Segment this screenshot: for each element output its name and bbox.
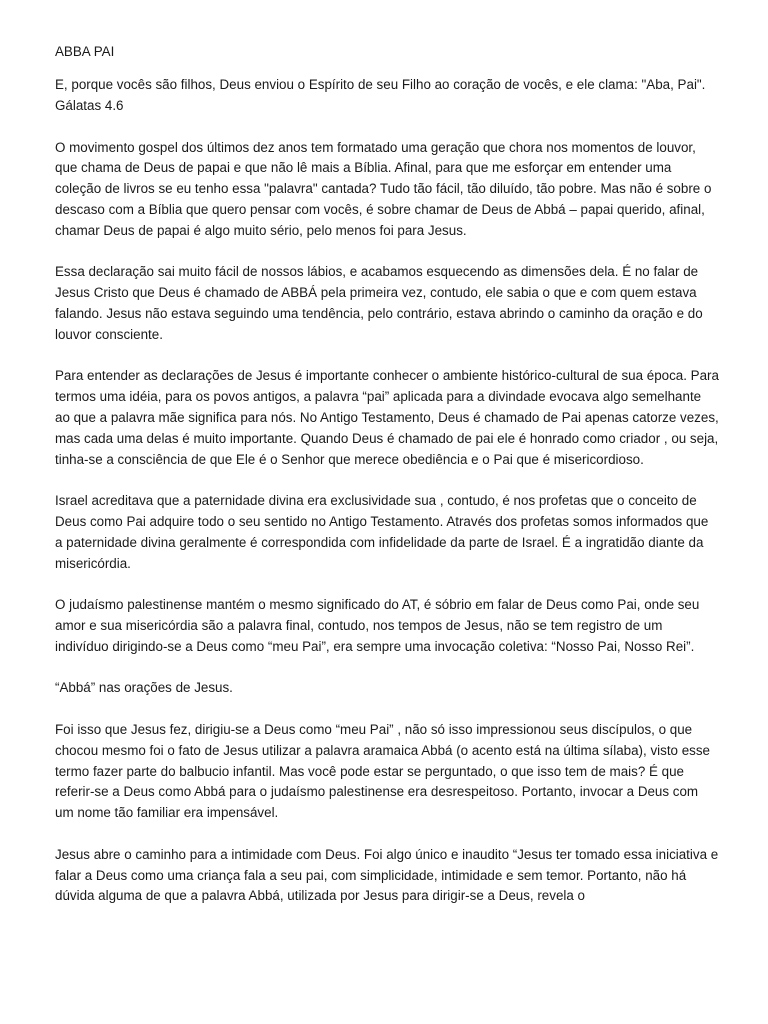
epigraph-quote: E, porque vocês são filhos, Deus enviou o Espírito de seu Filho ao coração de vocês, e ele clama: "Aba, Pai". xyxy=(55,77,706,93)
paragraph: O movimento gospel dos últimos dez anos tem formatado uma geração que chora nos momentos de louvor, que chama de Deus de papai e que não lê mais a Bíblia. Afinal, para que me esforçar em entender uma coleção de livros se eu tenho essa "palavra" cantada? Tudo tão fácil, tão diluído, tão pobre. Mas não é sobre o descaso com a Bíblia que quero pensar com vocês, é sobre chamar de Deus de Abbá – papai querido, afinal, chamar Deus de papai é algo muito sério, pelo menos foi para Jesus. xyxy=(55,139,712,238)
epigraph-reference: Gálatas 4.6 xyxy=(55,98,124,114)
document-title: ABBA PAI xyxy=(55,44,115,59)
paragraph: Foi isso que Jesus fez, dirigiu-se a Deus como “meu Pai” , não só isso impressionou seus discípulos, o que chocou mesmo foi o fato de Jesus utilizar a palavra aramaica Abbá (o acento está na última sílaba), visto esse termo fazer parte do balbucio infantil. Mas você pode estar se perguntado, o que isso tem de mais? É que referir-se a Deus como Abbá para o judaísmo palestinense era desrespeitoso. Portanto, invocar a Deus com um nome tão familiar era impensável. xyxy=(55,722,710,821)
paragraph: O judaísmo palestinense mantém o mesmo significado do AT, é sóbrio em falar de Deus como Pai, onde seu amor e sua misericórdia são a palavra final, contudo, nos tempos de Jesus, não se tem registro de um indivíduo dirigindo-se a Deus como “meu Pai”, era sempre uma invocação coletiva: “Nosso Pai, Nosso Rei”. xyxy=(55,597,700,654)
paragraph: Jesus abre o caminho para a intimidade com Deus. Foi algo único e inaudito “Jesus ter tomado essa iniciativa e falar a Deus como uma criança fala a seu pai, com simplicidade, intimidade e sem temor. Portanto, não há dúvida alguma de que a palavra Abbá, utilizada por Jesus para dirigir-se a Deus, revela o xyxy=(55,846,719,904)
section-heading: “Abbá” nas orações de Jesus. xyxy=(55,680,233,696)
paragraph: Israel acreditava que a paternidade divina era exclusividade sua , contudo, é nos profetas que o conceito de Deus como Pai adquire todo o seu sentido no Antigo Testamento. Através dos profetas somos informados que a paternidade divina geralmente é correspondida com infidelidade da parte de Israel. É a ingratidão diante da misericórdia. xyxy=(55,493,709,571)
document-page xyxy=(55,42,719,907)
paragraph: Essa declaração sai muito fácil de nossos lábios, e acabamos esquecendo as dimensões dela. É no falar de Jesus Cristo que Deus é chamado de ABBÁ pela primeira vez, contudo, ele sabia o que e com quem estava falando. Jesus não estava seguindo uma tendência, pelo contrário, estava abrindo o caminho da oração e do louvor consciente. xyxy=(55,264,703,342)
paragraph: Para entender as declarações de Jesus é importante conhecer o ambiente histórico-cultural de sua época. Para termos uma idéia, para os povos antigos, a palavra “pai” aplicada para a divindade evocava algo semelhante ao que a palavra mãe significa para nós. No Antigo Testamento, Deus é chamado de Pai apenas catorze vezes, mas cada uma delas é muito importante. Quando Deus é chamado de pai ele é honrado como criador , ou seja, tinha-se a consciência de que Ele é o Senhor que merece obediência e o Pai que é misericordioso. xyxy=(55,368,719,467)
